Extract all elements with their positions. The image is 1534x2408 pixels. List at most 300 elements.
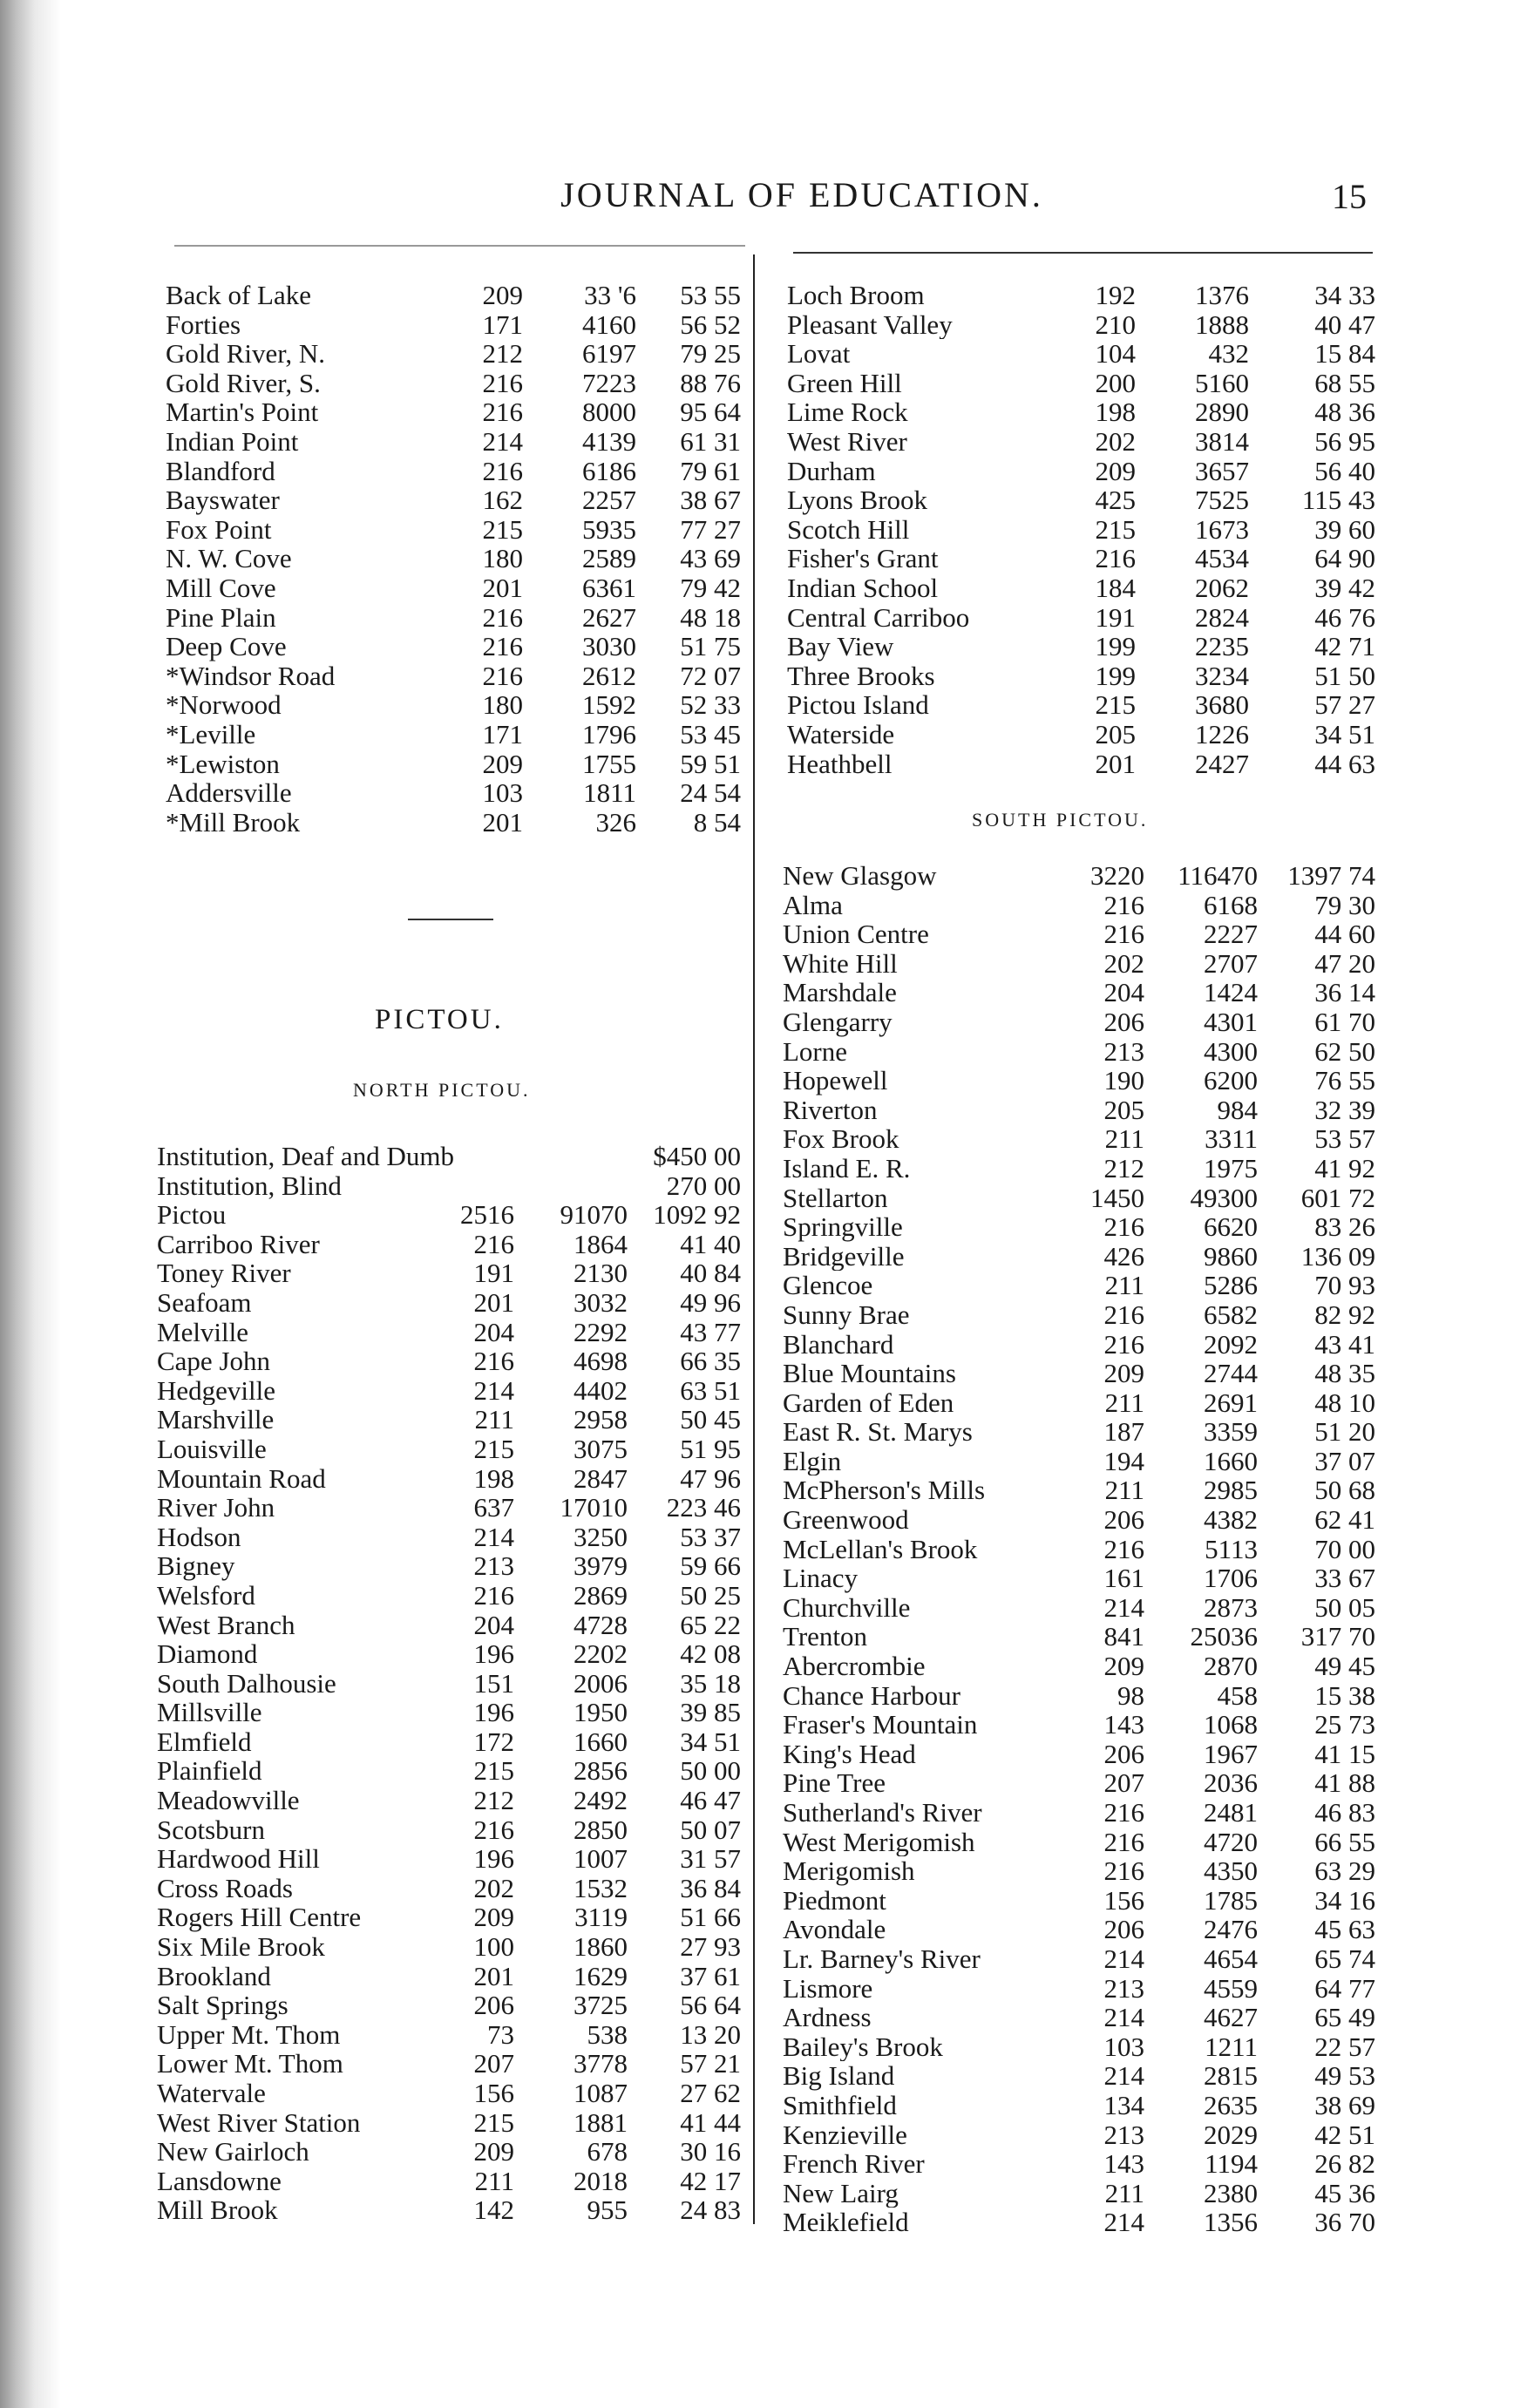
attendance-value: 2006 — [574, 1667, 628, 1699]
days-value: 194 — [1103, 1445, 1144, 1476]
attendance-value: 3311 — [1205, 1123, 1258, 1155]
table-row — [787, 632, 1375, 661]
table-row — [166, 778, 741, 808]
amount-value: 76 55 — [1314, 1065, 1375, 1096]
attendance-value: 1785 — [1204, 1884, 1258, 1916]
amount-value: 46 83 — [1314, 1797, 1375, 1828]
school-name: *Mill Brook — [166, 807, 301, 838]
table-row — [157, 1581, 741, 1611]
right-top-table — [787, 281, 1375, 778]
days-value: 198 — [1095, 397, 1136, 428]
days-value: 213 — [1103, 1035, 1144, 1067]
amount-value: 44 63 — [1314, 748, 1375, 779]
attendance-value: 4720 — [1204, 1826, 1258, 1857]
days-value: 190 — [1103, 1065, 1144, 1096]
amount-value: 47 96 — [680, 1462, 741, 1494]
table-row — [157, 1405, 741, 1435]
days-value: 216 — [473, 1814, 514, 1845]
days-value: 212 — [473, 1785, 514, 1816]
amount-value: 64 90 — [1314, 543, 1375, 574]
days-value: 142 — [473, 2194, 514, 2226]
attendance-value: 678 — [587, 2136, 628, 2167]
attendance-value: 1864 — [574, 1228, 628, 1259]
attendance-value: 4534 — [1195, 543, 1249, 574]
school-name: Lower Mt. Thom — [157, 2049, 343, 2079]
school-name: Lansdowne — [157, 2166, 282, 2196]
attendance-value: 1950 — [574, 1697, 628, 1728]
days-value: 216 — [473, 1579, 514, 1611]
amount-value: 56 52 — [680, 309, 741, 340]
attendance-value: 1811 — [583, 777, 636, 809]
school-name: Millsville — [157, 1698, 262, 1727]
days-value: 180 — [482, 689, 523, 721]
table-row — [783, 1271, 1375, 1300]
table-row — [157, 1756, 741, 1786]
school-name: Brookland — [157, 1961, 271, 1991]
attendance-value: 6582 — [1204, 1299, 1258, 1330]
days-value: 202 — [1095, 425, 1136, 457]
days-value: 216 — [1103, 1211, 1144, 1243]
school-name: Marshville — [157, 1405, 275, 1435]
amount-value: 45 63 — [1314, 1914, 1375, 1945]
attendance-value: 2092 — [1204, 1328, 1258, 1360]
days-value: 211 — [474, 2165, 514, 2196]
amount-value: 56 95 — [1314, 425, 1375, 457]
days-value: 209 — [1103, 1358, 1144, 1389]
amount-value: 42 08 — [680, 1638, 741, 1670]
attendance-value: 4139 — [582, 425, 636, 457]
amount-value: 43 69 — [680, 543, 741, 574]
table-row — [783, 1154, 1375, 1184]
school-name: West Merigomish — [783, 1827, 975, 1857]
days-value: 216 — [1103, 1826, 1144, 1857]
attendance-value: 2062 — [1195, 572, 1249, 603]
days-value: 100 — [473, 1931, 514, 1963]
journal-title: JOURNAL OF EDUCATION. — [560, 175, 1043, 214]
days-value: 104 — [1095, 338, 1136, 370]
days-value: 204 — [473, 1609, 514, 1640]
attendance-value: 1673 — [1195, 513, 1249, 545]
table-row — [787, 515, 1375, 545]
amount-value: 39 42 — [1314, 572, 1375, 603]
school-name: Elmfield — [157, 1726, 252, 1757]
attendance-value: 1881 — [574, 2106, 628, 2138]
attendance-value: 3234 — [1195, 660, 1249, 691]
table-row — [157, 1318, 741, 1347]
school-name: Fraser's Mountain — [783, 1710, 978, 1740]
school-name: Cape John — [157, 1346, 271, 1376]
attendance-value: 2635 — [1204, 2089, 1258, 2120]
amount-value: 37 07 — [1314, 1445, 1375, 1476]
attendance-value: 2257 — [582, 485, 636, 516]
school-name: Bailey's Brook — [783, 2032, 943, 2062]
school-name: Avondale — [783, 1915, 886, 1944]
table-row — [166, 310, 741, 340]
attendance-value: 1660 — [574, 1726, 628, 1757]
table-row — [157, 1200, 741, 1230]
amount-value: 51 66 — [680, 1902, 741, 1933]
attendance-value: 2036 — [1204, 1767, 1258, 1799]
days-value: 1450 — [1090, 1182, 1144, 1213]
school-name: Blanchard — [783, 1329, 894, 1360]
days-value: 143 — [1103, 1709, 1144, 1740]
days-value: 216 — [473, 1346, 514, 1377]
table-row — [783, 1359, 1375, 1388]
attendance-value: 1068 — [1204, 1709, 1258, 1740]
days-value: 206 — [473, 1990, 514, 2021]
attendance-value: 4627 — [1204, 2002, 1258, 2033]
table-row — [787, 690, 1375, 720]
table-row — [783, 1535, 1375, 1564]
school-name: Green Hill — [787, 368, 902, 398]
attendance-value: 3075 — [574, 1433, 628, 1464]
amount-value: $450 00 — [653, 1141, 741, 1171]
table-row — [783, 2061, 1375, 2091]
attendance-value: 1796 — [582, 718, 636, 750]
days-value: 162 — [482, 485, 523, 516]
table-row — [783, 978, 1375, 1007]
days-value: 206 — [1103, 1914, 1144, 1945]
table-row — [157, 2108, 741, 2138]
amount-value: 35 18 — [680, 1667, 741, 1699]
amount-value: 42 71 — [1314, 631, 1375, 662]
attendance-value: 4301 — [1204, 1006, 1258, 1037]
amount-value: 61 70 — [1314, 1006, 1375, 1037]
table-row — [157, 1346, 741, 1376]
days-value: 214 — [1103, 2002, 1144, 2033]
school-name: Three Brooks — [787, 661, 935, 691]
amount-value: 41 92 — [1314, 1152, 1375, 1184]
days-value: 216 — [482, 631, 523, 662]
attendance-value: 2481 — [1204, 1797, 1258, 1828]
school-name: Martin's Point — [166, 397, 319, 427]
school-name: Riverton — [783, 1095, 878, 1125]
school-name: *Windsor Road — [166, 661, 336, 691]
amount-value: 59 66 — [680, 1550, 741, 1582]
school-name: Lorne — [783, 1036, 848, 1067]
attendance-value: 5286 — [1204, 1270, 1258, 1301]
days-value: 201 — [482, 572, 523, 603]
amount-value: 37 61 — [680, 1960, 741, 1991]
attendance-value: 4350 — [1204, 1855, 1258, 1887]
amount-value: 48 35 — [1314, 1358, 1375, 1389]
attendance-value: 2847 — [574, 1462, 628, 1494]
school-name: Bridgeville — [783, 1241, 905, 1272]
school-name: Upper Mt. Thom — [157, 2019, 341, 2050]
attendance-value: 458 — [1217, 1679, 1258, 1711]
days-value: 198 — [473, 1462, 514, 1494]
school-name: Kenzieville — [783, 2120, 907, 2150]
attendance-value: 1007 — [574, 1843, 628, 1875]
table-row — [166, 397, 741, 427]
amount-value: 33 67 — [1314, 1563, 1375, 1594]
days-value: 143 — [1103, 2148, 1144, 2180]
attendance-value: 1194 — [1205, 2148, 1258, 2180]
table-row — [783, 1828, 1375, 1857]
table-row — [157, 2137, 741, 2167]
table-row — [166, 485, 741, 515]
school-name: *Norwood — [166, 690, 282, 720]
attendance-value: 9860 — [1204, 1240, 1258, 1272]
attendance-value: 1975 — [1204, 1152, 1258, 1184]
amount-value: 34 16 — [1314, 1884, 1375, 1916]
days-value: 206 — [1103, 1504, 1144, 1536]
table-row — [157, 1171, 741, 1201]
table-row — [783, 1475, 1375, 1505]
table-row — [783, 891, 1375, 920]
attendance-value: 1860 — [574, 1931, 628, 1963]
school-name: Waterside — [787, 719, 895, 750]
amount-value: 49 45 — [1314, 1651, 1375, 1682]
table-row — [166, 632, 741, 661]
attendance-value: 3778 — [574, 2048, 628, 2079]
days-value: 212 — [482, 338, 523, 370]
attendance-value: 2202 — [574, 1638, 628, 1670]
days-value: 216 — [1103, 1797, 1144, 1828]
days-value: 134 — [1103, 2089, 1144, 2120]
pictou-heading: PICTOU. — [375, 1004, 504, 1035]
table-row — [783, 1066, 1375, 1095]
attendance-value: 3032 — [574, 1286, 628, 1318]
table-row — [166, 690, 741, 720]
table-row — [783, 1915, 1375, 1944]
attendance-value: 2815 — [1204, 2060, 1258, 2092]
table-row — [157, 1493, 741, 1523]
days-value: 73 — [487, 2018, 514, 2050]
table-row — [166, 515, 741, 545]
table-row — [783, 1388, 1375, 1418]
attendance-value: 17010 — [560, 1492, 628, 1523]
amount-value: 70 93 — [1314, 1270, 1375, 1301]
amount-value: 61 31 — [680, 425, 741, 457]
days-value: 214 — [473, 1521, 514, 1552]
attendance-value: 2476 — [1204, 1914, 1258, 1945]
amount-value: 50 07 — [680, 1814, 741, 1845]
amount-value: 49 53 — [1314, 2060, 1375, 2092]
table-row — [783, 1330, 1375, 1360]
table-row — [783, 1622, 1375, 1652]
school-name: King's Head — [783, 1739, 916, 1769]
days-value: 215 — [1095, 689, 1136, 721]
school-name: Fisher's Grant — [787, 544, 939, 573]
attendance-value: 4300 — [1204, 1035, 1258, 1067]
school-name: Alma — [783, 890, 843, 920]
days-value: 2516 — [460, 1199, 514, 1231]
attendance-value: 6620 — [1204, 1211, 1258, 1243]
south-pictou-table — [783, 861, 1375, 2237]
amount-value: 27 93 — [680, 1931, 741, 1963]
amount-value: 82 92 — [1314, 1299, 1375, 1330]
school-name: Ardness — [783, 2003, 872, 2032]
table-row — [783, 949, 1375, 979]
amount-value: 57 27 — [1314, 689, 1375, 721]
table-row — [783, 1300, 1375, 1330]
attendance-value: 1424 — [1204, 977, 1258, 1008]
school-name: Rogers Hill Centre — [157, 1903, 362, 1933]
school-name: New Lairg — [783, 2178, 899, 2208]
days-value: 207 — [473, 2048, 514, 2079]
amount-value: 49 96 — [680, 1286, 741, 1318]
school-name: Central Carriboo — [787, 602, 970, 633]
school-name: Gold River, N. — [166, 339, 326, 369]
table-row — [783, 1212, 1375, 1242]
amount-value: 62 50 — [1314, 1035, 1375, 1067]
table-row — [166, 281, 741, 310]
table-row — [157, 1464, 741, 1494]
days-value: 210 — [1095, 309, 1136, 340]
days-value: 216 — [482, 455, 523, 486]
amount-value: 72 07 — [680, 660, 741, 691]
amount-value: 51 75 — [680, 631, 741, 662]
school-name: South Dalhousie — [157, 1668, 336, 1699]
south-pictou-label: SOUTH PICTOU. — [972, 809, 1149, 831]
school-name: Bigney — [157, 1551, 235, 1581]
school-name: Stellarton — [783, 1183, 888, 1213]
institution-name: Institution, Deaf and Dumb — [157, 1142, 454, 1171]
table-row — [783, 1681, 1375, 1711]
days-value: 209 — [1103, 1651, 1144, 1682]
amount-value: 36 70 — [1314, 2207, 1375, 2238]
days-value: 201 — [473, 1286, 514, 1318]
school-name: Pictou — [157, 1200, 227, 1230]
attendance-value: 326 — [595, 806, 636, 838]
school-name: West Branch — [157, 1610, 295, 1640]
attendance-value: 4728 — [574, 1609, 628, 1640]
school-name: Pine Tree — [783, 1768, 886, 1798]
school-name: Indian School — [787, 573, 939, 603]
table-row — [787, 281, 1375, 310]
school-name: Garden of Eden — [783, 1387, 954, 1418]
school-name: Scotch Hill — [787, 514, 910, 545]
table-row — [157, 1376, 741, 1406]
table-row — [157, 1258, 741, 1288]
amount-value: 63 51 — [680, 1374, 741, 1406]
table-row — [787, 369, 1375, 398]
amount-value: 223 46 — [666, 1492, 741, 1523]
attendance-value: 4382 — [1204, 1504, 1258, 1536]
amount-value: 34 33 — [1314, 280, 1375, 310]
days-value: 201 — [1095, 748, 1136, 779]
amount-value: 57 21 — [680, 2048, 741, 2079]
days-value: 171 — [482, 718, 523, 750]
amount-value: 24 83 — [680, 2194, 741, 2226]
days-value: 216 — [1103, 919, 1144, 950]
amount-value: 50 25 — [680, 1579, 741, 1611]
attendance-value: 4559 — [1204, 1972, 1258, 2004]
attendance-value: 3657 — [1195, 455, 1249, 486]
amount-value: 88 76 — [680, 367, 741, 398]
amount-value: 39 60 — [1314, 513, 1375, 545]
table-row — [787, 339, 1375, 369]
days-value: 214 — [1103, 2060, 1144, 2092]
school-name: Indian Point — [166, 426, 299, 457]
attendance-value: 1532 — [574, 1872, 628, 1903]
attendance-value: 1967 — [1204, 1738, 1258, 1769]
attendance-value: 1356 — [1204, 2207, 1258, 2238]
days-value: 201 — [473, 1960, 514, 1991]
attendance-value: 2627 — [582, 601, 636, 633]
amount-value: 317 70 — [1300, 1621, 1375, 1652]
attendance-value: 3979 — [574, 1550, 628, 1582]
table-row — [783, 2149, 1375, 2179]
days-value: 211 — [1104, 1475, 1144, 1506]
days-value: 216 — [473, 1228, 514, 1259]
attendance-value: 2612 — [582, 660, 636, 691]
amount-value: 65 74 — [1314, 1943, 1375, 1974]
attendance-value: 1087 — [574, 2078, 628, 2108]
table-row — [783, 1740, 1375, 1769]
amount-value: 53 55 — [680, 280, 741, 310]
table-row — [157, 1874, 741, 1903]
attendance-value: 6197 — [582, 338, 636, 370]
amount-value: 79 25 — [680, 338, 741, 370]
attendance-value: 2850 — [574, 1814, 628, 1845]
school-name: Carriboo River — [157, 1229, 320, 1259]
amount-value: 41 44 — [680, 2106, 741, 2138]
attendance-value: 3119 — [574, 1902, 628, 1933]
table-row — [157, 2079, 741, 2108]
days-value: 199 — [1095, 660, 1136, 691]
days-value: 211 — [1104, 1270, 1144, 1301]
school-name: Glencoe — [783, 1271, 873, 1300]
amount-value: 79 30 — [1314, 889, 1375, 920]
amount-value: 65 22 — [680, 1609, 741, 1640]
north-pictou-label: NORTH PICTOU. — [353, 1079, 531, 1101]
amount-value: 13 20 — [680, 2018, 741, 2050]
school-name: Smithfield — [783, 2090, 897, 2120]
days-value: 216 — [482, 601, 523, 633]
attendance-value: 49300 — [1190, 1182, 1258, 1213]
column-divider — [753, 254, 755, 2224]
attendance-value: 2985 — [1204, 1475, 1258, 1506]
table-row — [787, 457, 1375, 486]
table-row — [787, 720, 1375, 750]
amount-value: 41 40 — [680, 1228, 741, 1259]
table-row — [166, 339, 741, 369]
left-top-table — [166, 281, 741, 837]
table-row — [783, 1768, 1375, 1798]
school-name: Abercrombie — [783, 1652, 926, 1681]
table-row — [783, 1417, 1375, 1447]
attendance-value: 2869 — [574, 1579, 628, 1611]
page-number: 15 — [1332, 177, 1367, 216]
table-row — [166, 720, 741, 750]
days-value: 207 — [1103, 1767, 1144, 1799]
school-name: Welsford — [157, 1580, 255, 1611]
school-name: Louisville — [157, 1434, 267, 1464]
attendance-value: 1706 — [1204, 1563, 1258, 1594]
school-name: Salt Springs — [157, 1991, 288, 2020]
school-name: Mill Brook — [157, 2195, 278, 2225]
table-row — [157, 1844, 741, 1874]
amount-value: 70 00 — [1314, 1533, 1375, 1564]
table-row — [783, 2208, 1375, 2237]
table-row — [166, 573, 741, 603]
school-name: White Hill — [783, 948, 898, 979]
amount-value: 34 51 — [1314, 718, 1375, 750]
table-row — [787, 427, 1375, 457]
days-value: 204 — [1103, 977, 1144, 1008]
days-value: 191 — [1095, 601, 1136, 633]
table-row — [166, 808, 741, 838]
days-value: 202 — [1103, 947, 1144, 979]
school-name: West River — [787, 426, 907, 457]
days-value: 214 — [1103, 1591, 1144, 1623]
table-row — [783, 1798, 1375, 1828]
attendance-value: 6186 — [582, 455, 636, 486]
table-row — [783, 1095, 1375, 1125]
table-row — [783, 919, 1375, 949]
